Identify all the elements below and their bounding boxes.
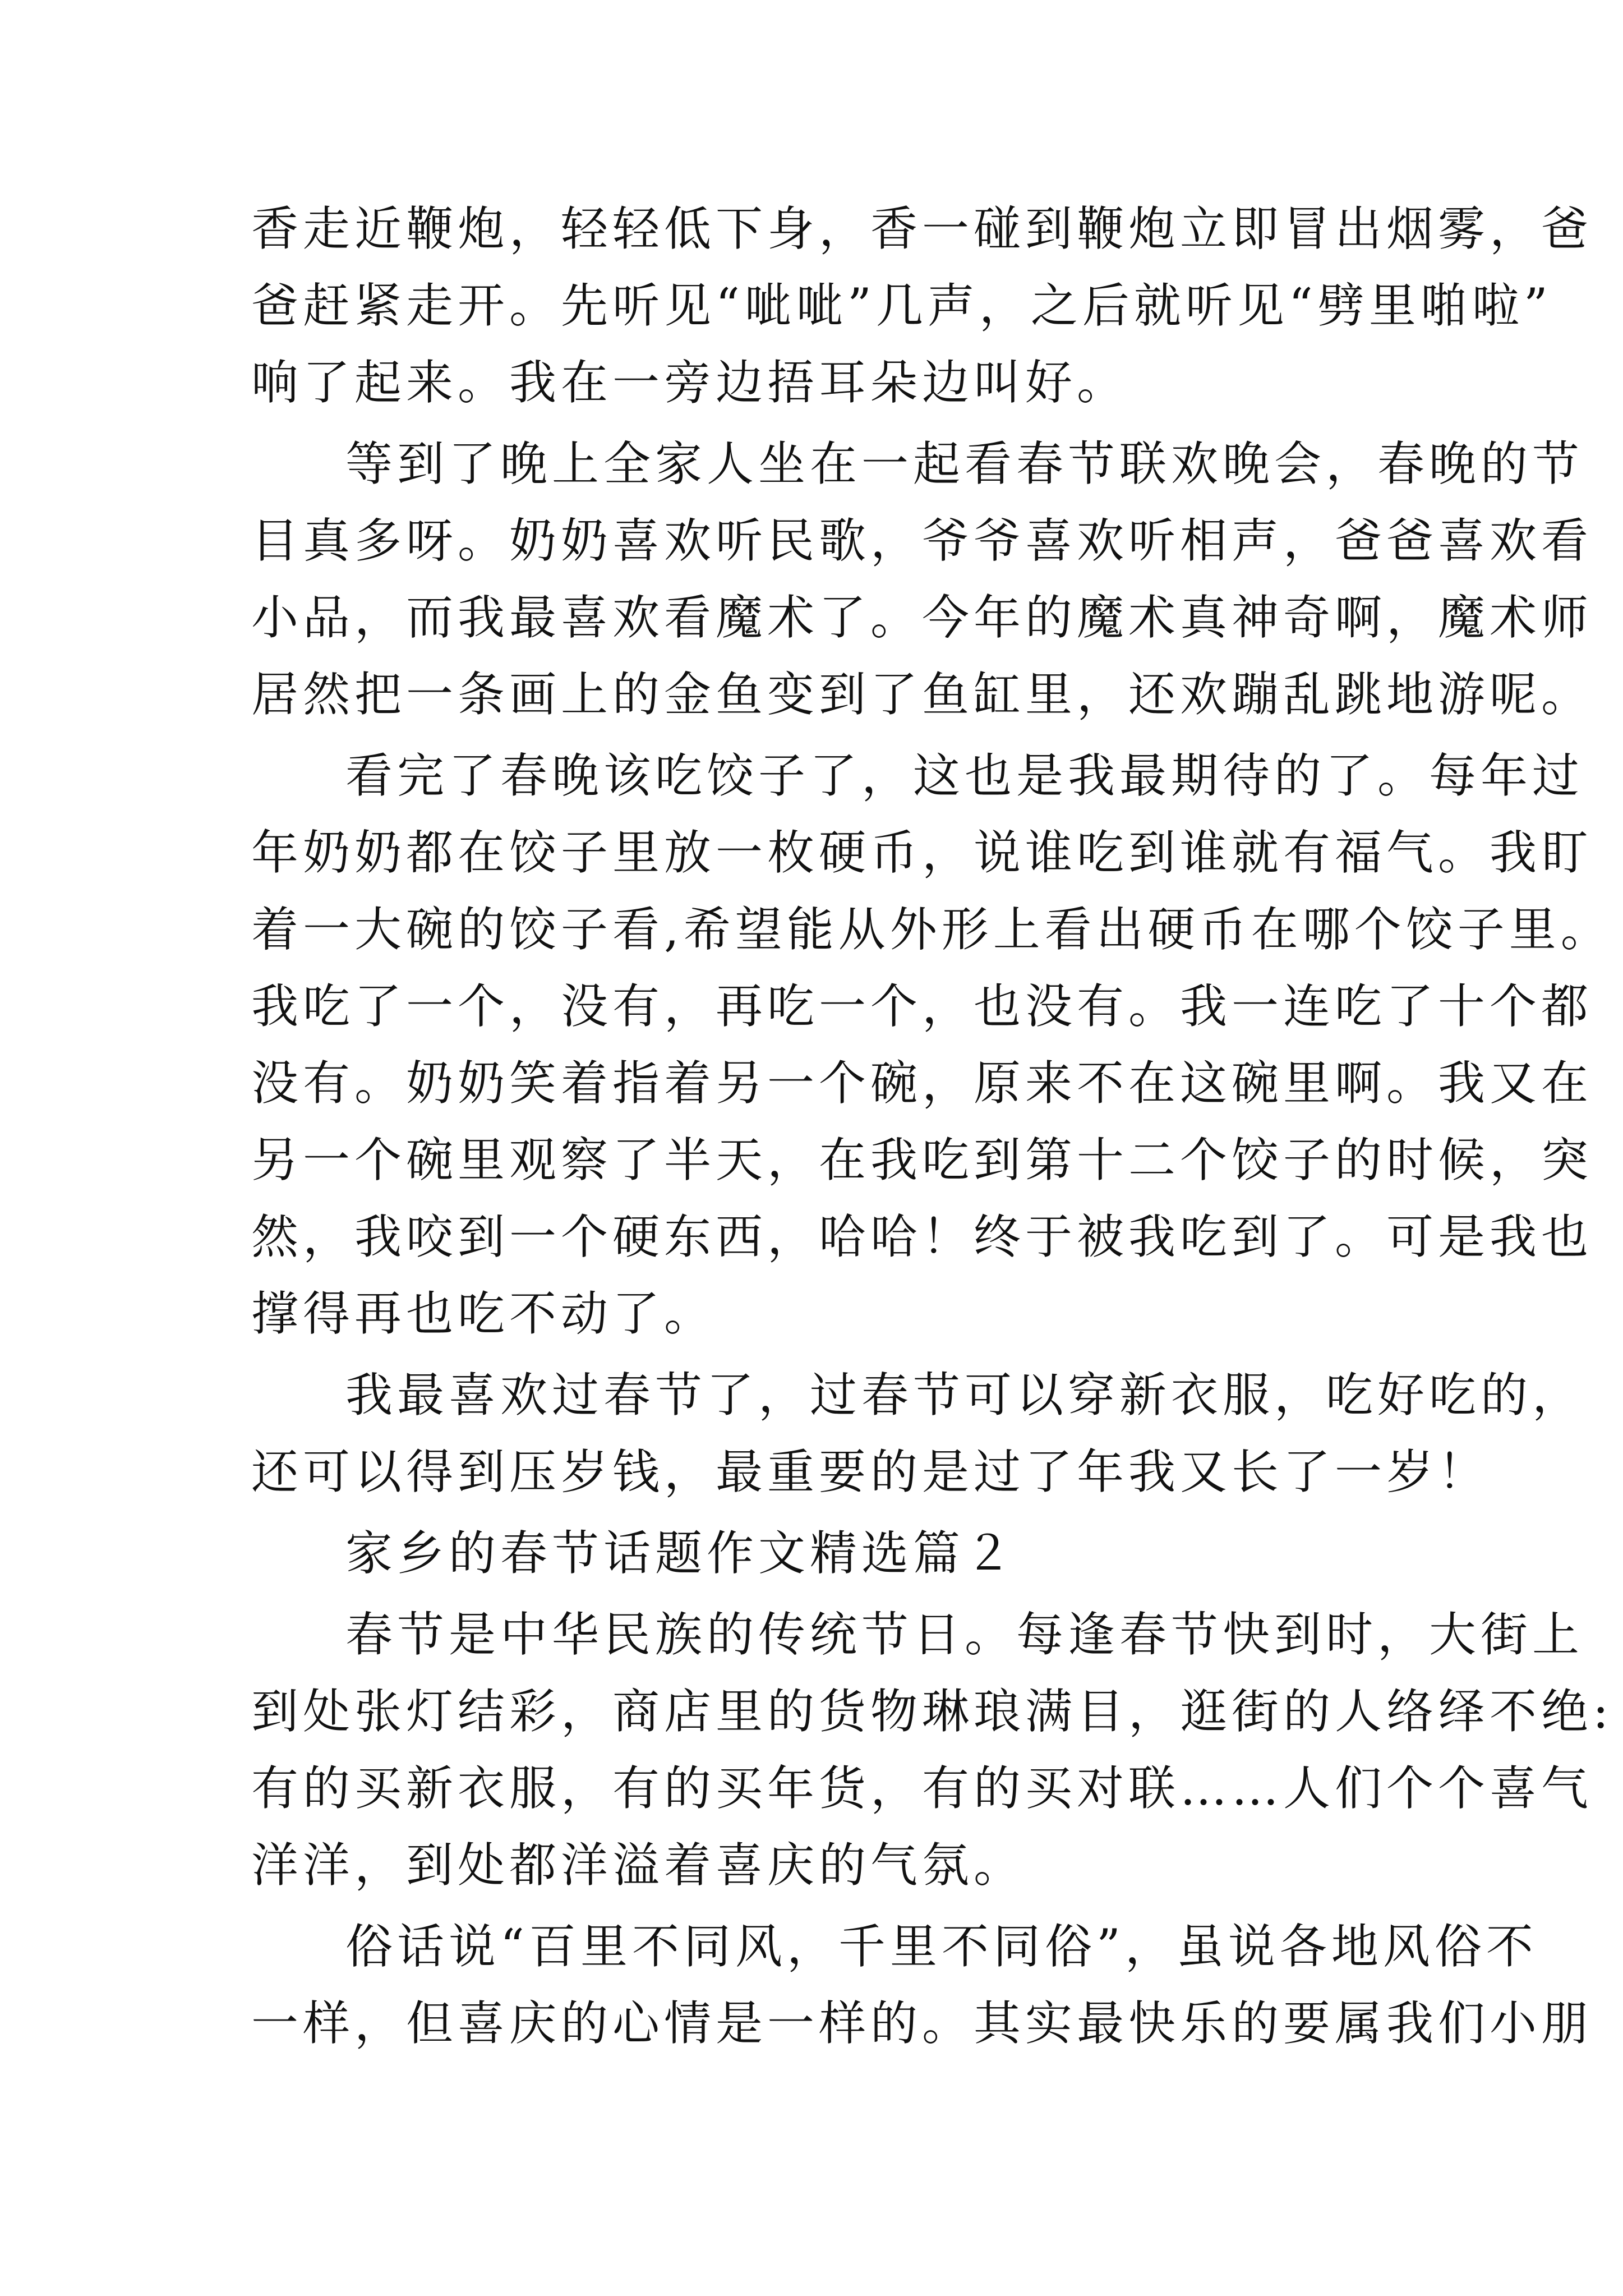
- text-line: 等到了晚上全家人坐在一起看春节联欢晚会，春晚的节: [345, 436, 1584, 491]
- text-line: 着一大碗的饺子看,希望能从外形上看出硬币在哪个饺子里。: [251, 902, 1612, 957]
- section-heading: [251, 1515, 1390, 1592]
- text-line: 居然把一条画上的金鱼变到了鱼缸里，还欢蹦乱跳地游呢。: [251, 667, 1593, 722]
- heading-text: 家乡的春节话题作文精选篇２: [345, 1526, 1017, 1581]
- paragraph: [251, 426, 1593, 733]
- text-line: 香走近鞭炮，轻轻低下身，香一碰到鞭炮立即冒出烟雾，爸: [251, 201, 1593, 256]
- text-line: 目真多呀。奶奶喜欢听民歌，爷爷喜欢听相声，爸爸喜欢看: [251, 513, 1593, 568]
- text-line: 有的买新衣服，有的买年货，有的买对联……人们个个喜气: [251, 1761, 1593, 1816]
- text-line: 一样，但喜庆的心情是一样的。其实最快乐的要属我们小朋: [251, 1996, 1593, 2051]
- paragraph: [251, 1908, 1593, 2062]
- text-line: 我最喜欢过春节了，过春节可以穿新衣服，吃好吃的，: [345, 1368, 1584, 1423]
- text-line: 洋洋，到处都洋溢着喜庆的气氛。: [251, 1838, 1026, 1893]
- paragraph: [251, 191, 1593, 421]
- paragraph: [251, 738, 1612, 1352]
- text-line: 然，我咬到一个硬东西，哈哈！终于被我吃到了。可是我也: [251, 1209, 1593, 1264]
- paragraph: [251, 1357, 1584, 1511]
- text-line: 春节是中华民族的传统节日。每逢春节快到时，大街上: [345, 1607, 1584, 1662]
- text-line: 响了起来。我在一旁边捂耳朵边叫好。: [251, 355, 1129, 410]
- text-line: 年奶奶都在饺子里放一枚硬币，说谁吃到谁就有福气。我盯: [251, 825, 1593, 880]
- text-line: 还可以得到压岁钱，最重要的是过了年我又长了一岁！: [251, 1444, 1490, 1499]
- document-body: [251, 191, 1613, 2062]
- text-line: 到处张灯结彩，商店里的货物琳琅满目，逛街的人络绎不绝:: [251, 1684, 1613, 1739]
- paragraph: [251, 1596, 1613, 1904]
- text-line: 没有。奶奶笑着指着另一个碗，原来不在这碗里啊。我又在: [251, 1056, 1593, 1111]
- text-line: 撑得再也吃不动了。: [251, 1286, 716, 1341]
- text-line: 小品，而我最喜欢看魔术了。今年的魔术真神奇啊，魔术师: [251, 590, 1593, 645]
- text-line: 看完了春晚该吃饺子了，这也是我最期待的了。每年过: [345, 748, 1584, 803]
- text-line: 俗话说“百里不同风，千里不同俗”，虽说各地风俗不: [345, 1919, 1538, 1974]
- text-line: 爸赶紧走开。先听见“呲呲”几声，之后就听见“劈里啪啦”: [251, 278, 1552, 333]
- text-line: 我吃了一个，没有，再吃一个，也没有。我一连吃了十个都: [251, 979, 1593, 1034]
- text-line: 另一个碗里观察了半天，在我吃到第十二个饺子的时候，突: [251, 1133, 1593, 1188]
